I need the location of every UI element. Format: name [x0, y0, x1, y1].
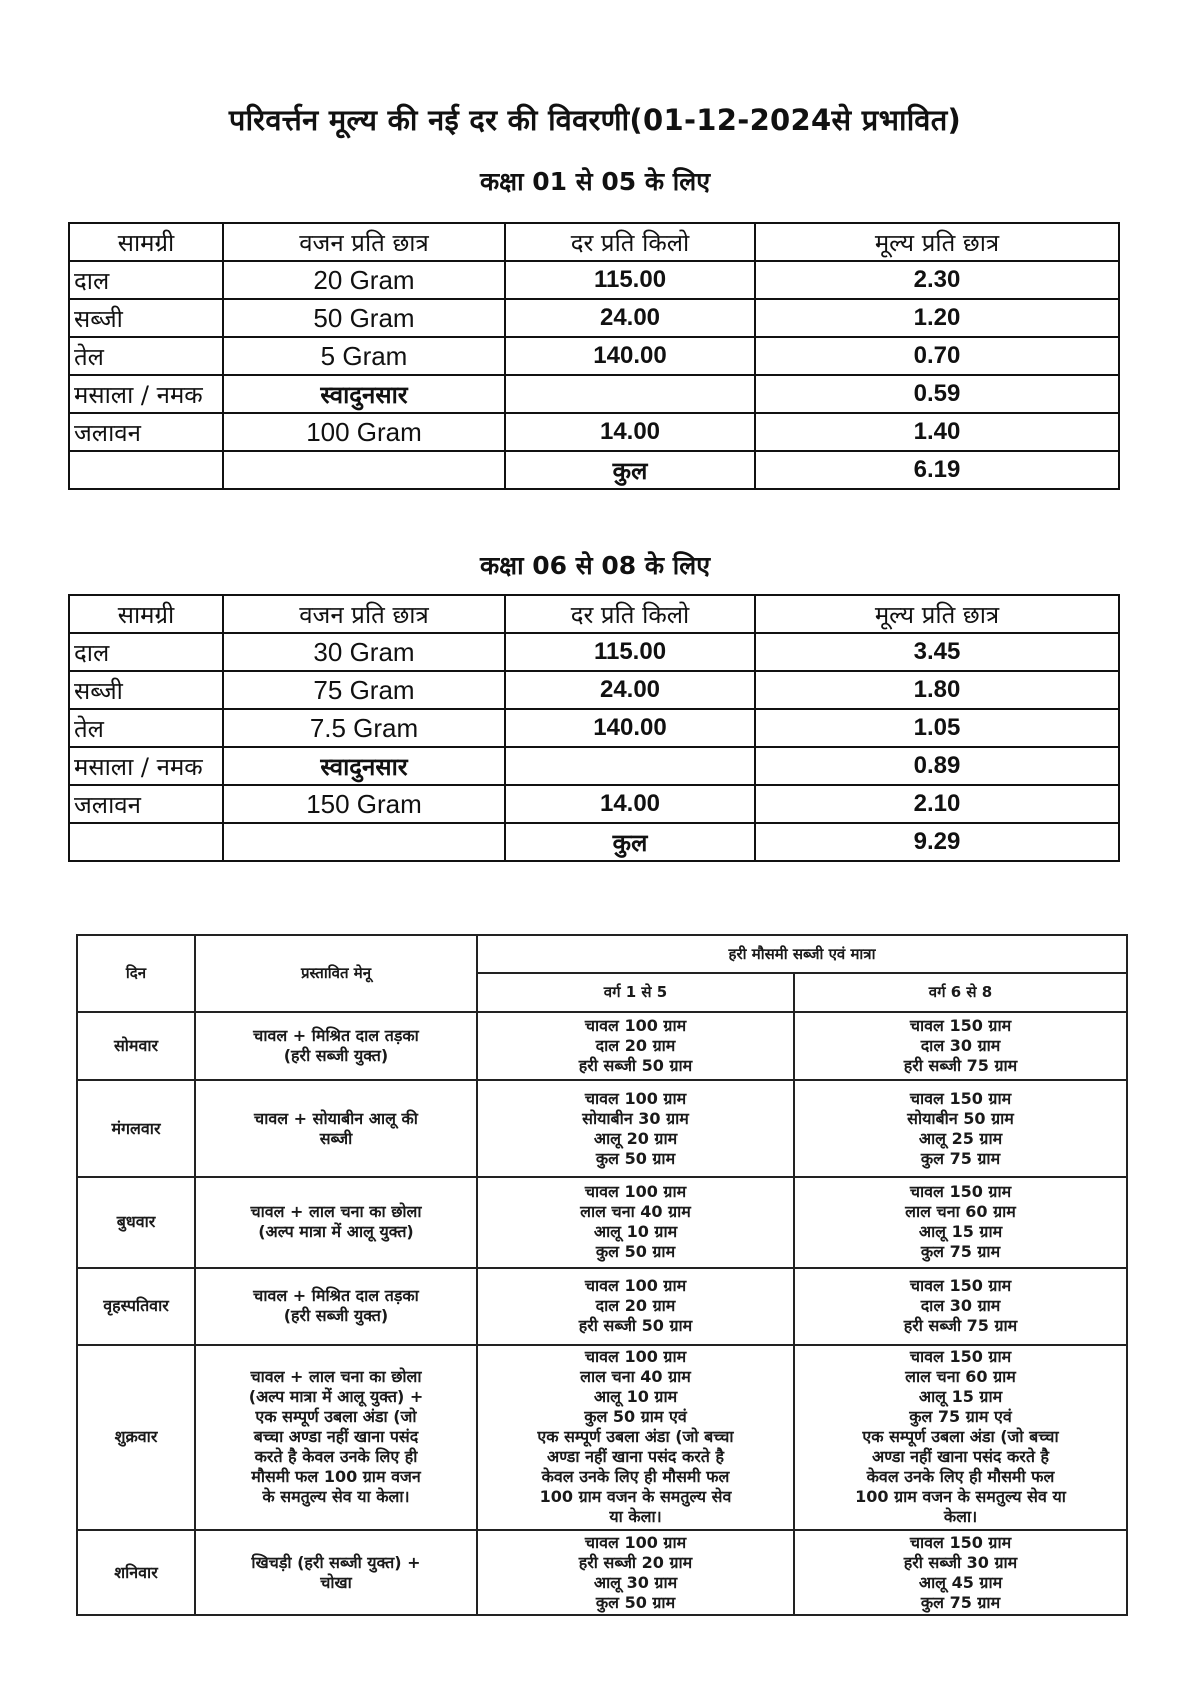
menu-line: चावल + लाल चना का छोला	[250, 1367, 422, 1387]
menu-cell	[195, 1530, 477, 1615]
total-value: 6.19	[755, 451, 1119, 489]
menu-cell	[195, 1080, 477, 1177]
quantity-line: कुल 75 ग्राम	[920, 1592, 1001, 1612]
weight-cell: 20 Gram	[223, 261, 505, 299]
grade-6-8-cell	[794, 1530, 1127, 1615]
empty-cell	[223, 451, 505, 489]
menu-line: चावल + मिश्रित दाल तड़का	[253, 1025, 419, 1045]
quantity-line: एक सम्पूर्ण उबला अंडा (जो बच्चा	[537, 1427, 734, 1447]
rate-cell: 115.00	[505, 633, 755, 671]
item-cell: सब्जी	[69, 671, 223, 709]
value-cell: 2.10	[755, 785, 1119, 823]
quantity-line: दाल 20 ग्राम	[595, 1296, 676, 1316]
menu-line: चावल + लाल चना का छोला	[250, 1202, 422, 1222]
table-row	[69, 709, 1119, 747]
quantity-line: चावल 100 ग्राम	[584, 1347, 687, 1367]
quantity-line: आलू 15 ग्राम	[918, 1387, 1003, 1407]
menu-row	[77, 1345, 1127, 1531]
grade-6-8-cell	[794, 1080, 1127, 1177]
quantity-line: चावल 150 ग्राम	[909, 1015, 1012, 1035]
menu-row	[77, 1530, 1127, 1615]
empty-cell	[69, 451, 223, 489]
weight-cell: 75 Gram	[223, 671, 505, 709]
grade-6-8-cell	[794, 1268, 1127, 1345]
menu-line: के समतुल्य सेव या केला।	[262, 1487, 410, 1507]
menu-line: खिचड़ी (हरी सब्जी युक्त) +	[251, 1552, 421, 1572]
quantity-line: कुल 50 ग्राम	[595, 1148, 676, 1168]
menu-cell	[195, 1012, 477, 1081]
class-1-5-title: कक्षा 01 से 05 के लिए	[479, 167, 711, 196]
quantity-line: चावल 100 ग्राम	[584, 1532, 687, 1552]
value-cell: 1.40	[755, 413, 1119, 451]
header-value: मूल्य प्रति छात्र	[755, 595, 1119, 633]
quantity-line: केवल उनके लिए ही मौसमी फल	[541, 1467, 730, 1487]
menu-cell	[195, 1177, 477, 1268]
quantity-line: अण्डा नहीं खाना पसंद करते है	[872, 1447, 1050, 1467]
total-label: कुल	[505, 823, 755, 861]
menu-line: चावल + सोयाबीन आलू की	[254, 1108, 418, 1128]
rate-cell: 140.00	[505, 709, 755, 747]
value-cell: 0.59	[755, 375, 1119, 413]
day-cell: मंगलवार	[77, 1080, 195, 1177]
weight-cell: 100 Gram	[223, 413, 505, 451]
day-cell: बुधवार	[77, 1177, 195, 1268]
quantity-line: कुल 50 ग्राम	[595, 1242, 676, 1262]
quantity-line: हरी सब्जी 30 ग्राम	[903, 1552, 1018, 1572]
empty-cell	[223, 823, 505, 861]
grade-1-5-cell	[477, 1268, 794, 1345]
menu-line: एक सम्पूर्ण उबला अंडा (जो	[255, 1407, 417, 1427]
total-label: कुल	[505, 451, 755, 489]
quantity-line: दाल 20 ग्राम	[595, 1035, 676, 1055]
header-weight: वजन प्रति छात्र	[223, 223, 505, 261]
rate-cell: 14.00	[505, 785, 755, 823]
quantity-line: आलू 10 ग्राम	[593, 1387, 678, 1407]
item-cell: मसाला / नमक	[69, 747, 223, 785]
weight-cell: 5 Gram	[223, 337, 505, 375]
table-row	[69, 375, 1119, 413]
weight-cell: 7.5 Gram	[223, 709, 505, 747]
quantity-line: हरी सब्जी 75 ग्राम	[903, 1055, 1018, 1075]
quantity-line: चावल 150 ग्राम	[909, 1347, 1012, 1367]
quantity-line: लाल चना 60 ग्राम	[905, 1202, 1016, 1222]
grade-1-5-cell	[477, 1177, 794, 1268]
weight-cell: स्वादुनसार	[223, 747, 505, 785]
value-cell: 3.45	[755, 633, 1119, 671]
class-6-8-title: कक्षा 06 से 08 के लिए	[479, 551, 711, 580]
header-rate: दर प्रति किलो	[505, 223, 755, 261]
rate-table-class-1-5	[68, 222, 1120, 490]
header-grade-6-8: वर्ग 6 से 8	[794, 973, 1127, 1011]
item-cell: तेल	[69, 709, 223, 747]
day-cell: शुक्रवार	[77, 1345, 195, 1531]
grade-6-8-cell	[794, 1012, 1127, 1081]
quantity-line: सोयाबीन 30 ग्राम	[582, 1108, 689, 1128]
grade-1-5-cell	[477, 1345, 794, 1531]
page-title: परिवर्त्तन मूल्य की नई दर की विवरणी(01-12-2024से प्रभावित)	[228, 103, 962, 137]
quantity-line: चावल 100 ग्राम	[584, 1015, 687, 1035]
item-cell: दाल	[69, 261, 223, 299]
menu-line: करते है केवल उनके लिए ही	[254, 1447, 418, 1467]
table-row	[69, 785, 1119, 823]
rate-cell: 140.00	[505, 337, 755, 375]
item-cell: सब्जी	[69, 299, 223, 337]
value-cell: 0.89	[755, 747, 1119, 785]
quantity-line: लाल चना 40 ग्राम	[580, 1202, 691, 1222]
rate-cell	[505, 747, 755, 785]
menu-line: सब्जी	[319, 1128, 353, 1148]
menu-table	[76, 934, 1128, 1616]
item-cell: तेल	[69, 337, 223, 375]
header-day: दिन	[77, 935, 195, 1012]
quantity-line: हरी सब्जी 50 ग्राम	[578, 1055, 693, 1075]
empty-cell	[69, 823, 223, 861]
quantity-line: हरी सब्जी 75 ग्राम	[903, 1316, 1018, 1336]
quantity-line: चावल 100 ग्राम	[584, 1182, 687, 1202]
header-item: सामग्री	[69, 223, 223, 261]
table-row	[69, 413, 1119, 451]
quantity-line: एक सम्पूर्ण उबला अंडा (जो बच्चा	[862, 1427, 1059, 1447]
total-value: 9.29	[755, 823, 1119, 861]
quantity-line: 100 ग्राम वजन के समतुल्य सेव या	[855, 1487, 1066, 1507]
table-header-row	[69, 595, 1119, 633]
header-rate: दर प्रति किलो	[505, 595, 755, 633]
quantity-line: चावल 150 ग्राम	[909, 1276, 1012, 1296]
table-row	[69, 633, 1119, 671]
item-cell: जलावन	[69, 785, 223, 823]
day-cell: वृहस्पतिवार	[77, 1268, 195, 1345]
grade-6-8-cell	[794, 1177, 1127, 1268]
menu-line: चावल + मिश्रित दाल तड़का	[253, 1286, 419, 1306]
menu-line: चोखा	[320, 1572, 352, 1592]
quantity-line: चावल 100 ग्राम	[584, 1276, 687, 1296]
table-row	[69, 747, 1119, 785]
header-weight: वजन प्रति छात्र	[223, 595, 505, 633]
value-cell: 1.05	[755, 709, 1119, 747]
quantity-line: लाल चना 40 ग्राम	[580, 1367, 691, 1387]
quantity-line: कुल 75 ग्राम	[920, 1242, 1001, 1262]
day-cell: शनिवार	[77, 1530, 195, 1615]
quantity-line: आलू 25 ग्राम	[918, 1128, 1003, 1148]
rate-cell: 24.00	[505, 299, 755, 337]
value-cell: 1.20	[755, 299, 1119, 337]
quantity-line: आलू 30 ग्राम	[593, 1572, 678, 1592]
quantity-line: चावल 150 ग्राम	[909, 1532, 1012, 1552]
menu-line: मौसमी फल 100 ग्राम वजन	[251, 1467, 421, 1487]
header-value: मूल्य प्रति छात्र	[755, 223, 1119, 261]
weight-cell: 30 Gram	[223, 633, 505, 671]
table-header-row	[69, 223, 1119, 261]
weight-cell: 50 Gram	[223, 299, 505, 337]
rate-table-class-6-8	[68, 594, 1120, 862]
grade-1-5-cell	[477, 1012, 794, 1081]
menu-row	[77, 1268, 1127, 1345]
menu-line: (अल्प मात्रा में आलू युक्त)	[258, 1222, 414, 1242]
menu-line: (हरी सब्जी युक्त)	[283, 1306, 389, 1326]
menu-line: (अल्प मात्रा में आलू युक्त) +	[248, 1387, 424, 1407]
quantity-line: सोयाबीन 50 ग्राम	[907, 1108, 1014, 1128]
quantity-line: चावल 150 ग्राम	[909, 1182, 1012, 1202]
quantity-line: आलू 45 ग्राम	[918, 1572, 1003, 1592]
day-cell: सोमवार	[77, 1012, 195, 1081]
quantity-line: चावल 150 ग्राम	[909, 1088, 1012, 1108]
table-row	[69, 261, 1119, 299]
quantity-line: हरी सब्जी 20 ग्राम	[578, 1552, 693, 1572]
quantity-line: केवल उनके लिए ही मौसमी फल	[866, 1467, 1055, 1487]
rate-cell: 14.00	[505, 413, 755, 451]
menu-row	[77, 1080, 1127, 1177]
item-cell: दाल	[69, 633, 223, 671]
total-row	[69, 823, 1119, 861]
rate-cell: 115.00	[505, 261, 755, 299]
table-row	[69, 671, 1119, 709]
quantity-line: हरी सब्जी 50 ग्राम	[578, 1316, 693, 1336]
item-cell: मसाला / नमक	[69, 375, 223, 413]
menu-cell	[195, 1268, 477, 1345]
weight-cell: 150 Gram	[223, 785, 505, 823]
quantity-line: अण्डा नहीं खाना पसंद करते है	[546, 1447, 724, 1467]
quantity-line: कुल 50 ग्राम एवं	[584, 1407, 687, 1427]
quantity-line: केला।	[943, 1507, 978, 1527]
value-cell: 0.70	[755, 337, 1119, 375]
quantity-line: आलू 15 ग्राम	[918, 1222, 1003, 1242]
grade-1-5-cell	[477, 1080, 794, 1177]
grade-6-8-cell	[794, 1345, 1127, 1531]
quantity-line: चावल 100 ग्राम	[584, 1088, 687, 1108]
header-veg-group: हरी मौसमी सब्जी एवं मात्रा	[477, 935, 1127, 973]
menu-line: बच्चा अण्डा नहीं खाना पसंद	[253, 1427, 419, 1447]
weight-cell: स्वादुनसार	[223, 375, 505, 413]
rate-cell	[505, 375, 755, 413]
quantity-line: कुल 75 ग्राम एवं	[909, 1407, 1012, 1427]
quantity-line: दाल 30 ग्राम	[920, 1035, 1001, 1055]
menu-cell	[195, 1345, 477, 1531]
rate-cell: 24.00	[505, 671, 755, 709]
table-row	[69, 337, 1119, 375]
table-row	[69, 299, 1119, 337]
menu-row	[77, 1012, 1127, 1081]
value-cell: 2.30	[755, 261, 1119, 299]
quantity-line: दाल 30 ग्राम	[920, 1296, 1001, 1316]
header-item: सामग्री	[69, 595, 223, 633]
grade-1-5-cell	[477, 1530, 794, 1615]
quantity-line: लाल चना 60 ग्राम	[905, 1367, 1016, 1387]
quantity-line: आलू 20 ग्राम	[593, 1128, 678, 1148]
quantity-line: कुल 50 ग्राम	[595, 1592, 676, 1612]
menu-header-row	[77, 935, 1127, 973]
item-cell: जलावन	[69, 413, 223, 451]
header-grade-1-5: वर्ग 1 से 5	[477, 973, 794, 1011]
quantity-line: आलू 10 ग्राम	[593, 1222, 678, 1242]
menu-line: (हरी सब्जी युक्त)	[283, 1045, 389, 1065]
total-row	[69, 451, 1119, 489]
quantity-line: 100 ग्राम वजन के समतुल्य सेव	[539, 1487, 732, 1507]
quantity-line: कुल 75 ग्राम	[920, 1148, 1001, 1168]
header-menu: प्रस्तावित मेनू	[195, 935, 477, 1012]
quantity-line: या केला।	[609, 1507, 662, 1527]
menu-row	[77, 1177, 1127, 1268]
value-cell: 1.80	[755, 671, 1119, 709]
